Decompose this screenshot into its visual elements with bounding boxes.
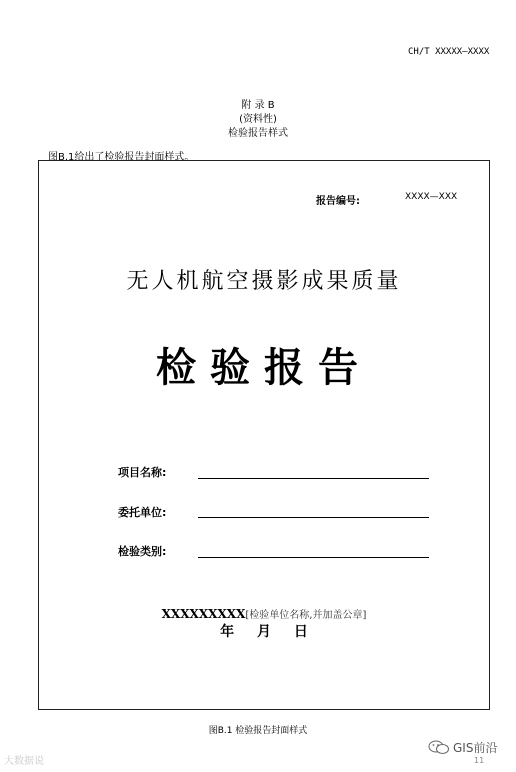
date-line: 年 月 日 [220, 624, 308, 640]
watermark-right-text: GIS前沿 [453, 741, 498, 755]
watermark-left: 大数据说 [4, 756, 44, 767]
report-number-value: XXXX—XXX [405, 192, 458, 202]
report-number-label: 报告编号: [316, 196, 360, 207]
field-label-inspection-type: 检验类别: [118, 545, 167, 558]
cover-title-line2: 检验报告 [156, 345, 372, 391]
appendix-heading [0, 99, 516, 141]
field-line-client [198, 517, 429, 518]
appendix-title: 检验报告样式 [228, 128, 288, 139]
page-number: 11 [474, 756, 485, 765]
intro-text: 图B.1给出了检验报告封面样式。 [48, 152, 195, 163]
wechat-icon [428, 740, 450, 755]
standard-code: CH/T XXXXX—XXXX [408, 47, 490, 57]
field-label-client: 委托单位: [118, 506, 167, 519]
field-line-inspection-type [198, 557, 429, 558]
field-label-project-name: 项目名称: [118, 466, 167, 479]
figure-caption: 图B.1 检验报告封面样式 [208, 726, 308, 736]
field-line-project-name [198, 478, 429, 479]
appendix-label: 附 录 B [241, 100, 275, 111]
org-placeholder: XXXXXXXXX [161, 607, 246, 621]
inspection-org-line [38, 603, 490, 622]
appendix-nature: (资料性) [239, 114, 277, 125]
watermark-right [428, 739, 497, 756]
org-note: [检验单位名称,并加盖公章] [245, 610, 367, 621]
cover-title-line1: 无人机航空摄影成果质量 [126, 269, 402, 294]
